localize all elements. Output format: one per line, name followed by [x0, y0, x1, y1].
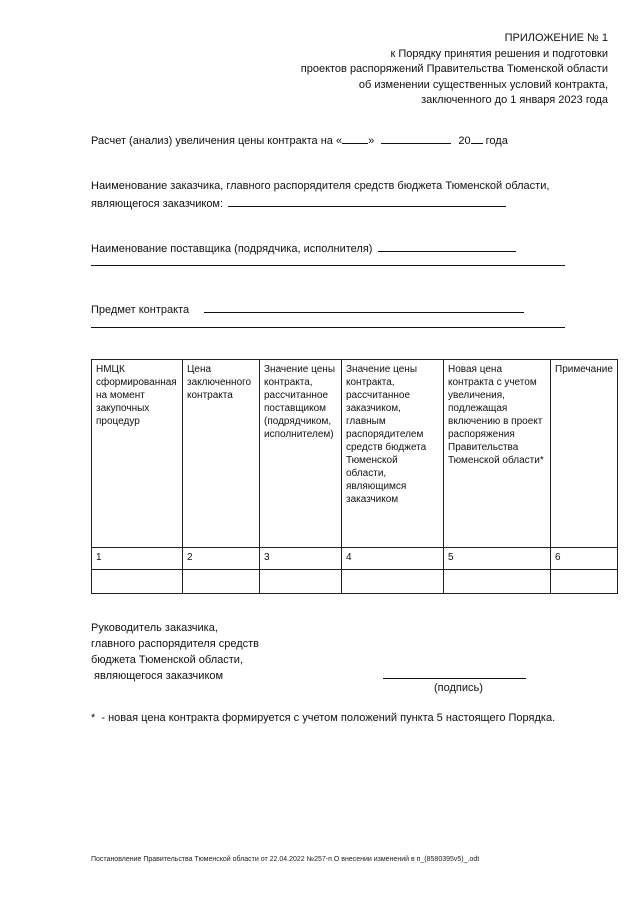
table-header-cell: Новая цена контракта с учетом увеличения, подлежащая включению в проект распоряжения Правительства Тюменской области* — [444, 360, 551, 548]
signature-line: являющегося заказчиком — [91, 670, 224, 682]
table-number-cell: 1 — [92, 548, 183, 570]
table-number-cell: 6 — [551, 548, 618, 570]
table-empty-cell[interactable] — [444, 570, 551, 594]
table-empty-cell[interactable] — [260, 570, 342, 594]
table-number-cell: 2 — [183, 548, 260, 570]
subject-line — [91, 301, 524, 316]
table-header-cell: Цена заключенного контракта — [183, 360, 260, 548]
price-table — [91, 359, 618, 594]
table-header-cell: Значение цены контракта, рассчитанное заказчиком, главным распорядителем средств бюджета Тюменской области, являющимся заказчиком — [342, 360, 444, 548]
document-footer: Постановление Правительства Тюменской области от 22.04.2022 №257-п О внесении изменений в п_(8580395v5)_.odt — [91, 856, 480, 863]
supplier-label: Наименование поставщика (подрядчика, исполнителя) — [91, 243, 373, 255]
subject-line-2 — [91, 327, 565, 328]
table-empty-cell[interactable] — [551, 570, 618, 594]
subject-blank — [204, 301, 524, 313]
table-number-cell: 5 — [444, 548, 551, 570]
customer-line-1: Наименование заказчика, главного распорядителя средств бюджета Тюменской области, — [91, 180, 550, 192]
table-number-row — [92, 548, 618, 570]
table-header-row — [92, 360, 618, 548]
footnote: * - новая цена контракта формируется с учетом положений пункта 5 настоящего Порядка. — [91, 712, 556, 724]
table-number-cell: 3 — [260, 548, 342, 570]
calc-line — [91, 132, 508, 147]
year-prefix: 20 — [458, 135, 471, 147]
year-blank — [471, 132, 483, 144]
supplier-line — [91, 240, 516, 255]
signature-block — [91, 620, 259, 684]
table-header-cell: НМЦК сформированная на момент закупочных процедур — [92, 360, 183, 548]
header-line: к Порядку принятия решения и подготовки — [390, 47, 608, 60]
signature-line: Руководитель заказчика, — [91, 622, 218, 634]
customer-label: являющегося заказчиком: — [91, 198, 224, 210]
table-empty-cell[interactable] — [183, 570, 260, 594]
supplier-blank — [378, 240, 516, 252]
signature-caption: (подпись) — [434, 682, 483, 694]
year-suffix: года — [485, 135, 508, 147]
signature-underline — [383, 678, 526, 679]
calc-quote-close: » — [368, 135, 375, 147]
appendix-header — [301, 31, 608, 109]
supplier-line-2 — [91, 265, 565, 266]
customer-line-2 — [91, 195, 506, 210]
table-empty-cell[interactable] — [342, 570, 444, 594]
table-empty-cell[interactable] — [92, 570, 183, 594]
customer-blank — [228, 195, 506, 207]
signature-line: бюджета Тюменской области, — [91, 654, 243, 666]
table-header-cell: Примечание — [551, 360, 618, 548]
table-header-cell: Значение цены контракта, рассчитанное поставщиком (подрядчиком, исполнителем) — [260, 360, 342, 548]
signature-line: главного распорядителя средств — [91, 638, 260, 650]
calc-text: Расчет (анализ) увеличения цены контракта на « — [91, 135, 343, 147]
day-blank — [342, 132, 368, 144]
header-line: об изменении существенных условий контракта, — [358, 78, 608, 91]
header-line: заключенного до 1 января 2023 года — [421, 94, 608, 107]
header-line: ПРИЛОЖЕНИЕ № 1 — [504, 32, 608, 44]
table-number-cell: 4 — [342, 548, 444, 570]
table-empty-row — [92, 570, 618, 594]
header-line: проектов распоряжений Правительства Тюменской области — [300, 63, 608, 76]
subject-label: Предмет контракта — [91, 304, 190, 316]
month-blank — [381, 132, 451, 144]
